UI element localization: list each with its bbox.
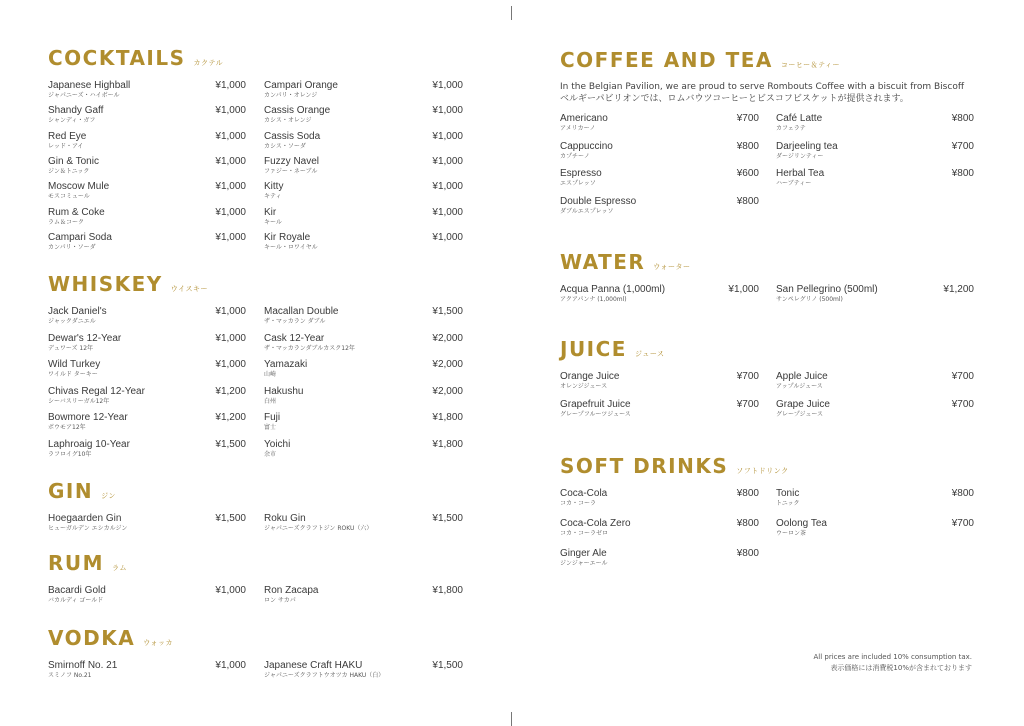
item-name-ja: ジャパニーズクラフトウオツカ HAKU（白） <box>264 672 385 679</box>
item-price: ¥1,000 <box>215 660 246 671</box>
item-name-ja: ザ・マッカランダブルカスク12年 <box>264 344 355 352</box>
section-juice <box>560 337 974 427</box>
item-name: Herbal Tea <box>776 168 825 179</box>
item-name-ja: カンパリ・ソーダ <box>48 243 96 251</box>
item-price: ¥800 <box>951 488 974 499</box>
crop-mark-top <box>511 6 512 20</box>
section-title-ja: カクテル <box>193 59 224 67</box>
menu-item <box>776 141 974 161</box>
menu-item <box>264 439 463 459</box>
item-price: ¥700 <box>736 371 759 382</box>
item-name-ja: キール・ロワイヤル <box>264 243 318 251</box>
menu-item <box>776 399 974 419</box>
menu-item <box>48 585 246 605</box>
item-price: ¥1,800 <box>432 439 463 450</box>
item-name-ja: カフェラテ <box>776 125 806 132</box>
section-title: VODKA <box>48 626 136 650</box>
menu-item <box>48 232 246 252</box>
item-name: Kitty <box>264 181 284 193</box>
item-name-ja: ジャパニーズクラフトジン ROKU（六） <box>264 525 373 532</box>
section-coffee-and-tea <box>560 48 974 223</box>
item-name: Campari Soda <box>48 231 112 243</box>
item-price: ¥1,000 <box>215 105 246 117</box>
item-price: ¥700 <box>736 398 759 410</box>
section-title-ja: ジン <box>101 492 116 500</box>
item-name-ja: エスプレッソ <box>560 180 596 187</box>
menu-item <box>264 181 463 201</box>
menu-grid <box>48 585 463 611</box>
section-title: RUM <box>48 551 105 575</box>
item-name: Cassis Orange <box>264 105 331 117</box>
item-price: ¥800 <box>736 488 759 499</box>
item-price: ¥1,000 <box>215 332 246 344</box>
item-name-ja: グレープジュース <box>776 410 824 418</box>
item-name: Fuzzy Navel <box>264 155 320 167</box>
item-price: ¥1,000 <box>432 105 463 117</box>
section-title: WATER <box>560 250 646 274</box>
item-price: ¥1,000 <box>215 80 246 91</box>
item-price: ¥1,000 <box>728 284 759 295</box>
item-name: Jack Daniel's <box>48 306 107 317</box>
item-name: Japanese Craft HAKU <box>264 660 363 671</box>
menu-item <box>264 306 463 326</box>
item-name-ja: ハーブティー <box>776 180 812 187</box>
item-name: Americano <box>560 113 608 124</box>
item-name-ja: スミノフ No.21 <box>48 672 92 679</box>
item-name-ja: カシス・オレンジ <box>264 117 312 125</box>
menu-item <box>48 181 246 201</box>
item-price: ¥1,000 <box>215 155 246 167</box>
item-name: Orange Juice <box>560 371 620 382</box>
item-name-ja: 山崎 <box>264 371 277 379</box>
item-price: ¥700 <box>951 140 974 152</box>
item-name-ja: ダージリンティー <box>776 152 824 160</box>
item-name: Grapefruit Juice <box>560 398 631 410</box>
section-rum <box>48 551 463 611</box>
item-price: ¥1,000 <box>215 206 246 218</box>
section-title: COCKTAILS <box>48 46 186 70</box>
item-name: San Pellegrino (500ml) <box>776 284 878 295</box>
item-name: Rum & Coke <box>48 206 105 218</box>
item-price: ¥1,000 <box>215 231 246 243</box>
item-name-ja: コカ・コーラ <box>560 500 597 507</box>
item-price: ¥700 <box>951 518 974 529</box>
section-vodka <box>48 626 463 686</box>
item-name: Japanese Highball <box>48 80 131 91</box>
item-price: ¥1,800 <box>432 412 463 424</box>
item-name-ja: ヒューガルデン エシカルジン <box>48 525 128 532</box>
section-title: COFFEE AND TEA <box>560 48 773 72</box>
item-name: Hakushu <box>264 385 304 397</box>
menu-item <box>48 439 246 459</box>
item-name: Yamazaki <box>264 359 308 371</box>
menu-item <box>48 386 246 406</box>
item-price: ¥1,000 <box>432 231 463 243</box>
menu-item <box>48 513 246 533</box>
item-name: Shandy Gaff <box>48 105 104 117</box>
menu-item <box>264 232 463 252</box>
item-name-ja: オレンジジュース <box>560 383 608 390</box>
menu-item <box>264 359 463 379</box>
item-name: Grape Juice <box>776 398 830 410</box>
menu-grid <box>560 371 974 427</box>
section-title: GIN <box>48 479 94 503</box>
item-name-ja: ジン＆トニック <box>48 167 90 175</box>
section-heading <box>48 479 463 503</box>
section-title-ja: ウォーター <box>653 263 691 271</box>
menu-item <box>264 131 463 151</box>
item-name-ja: レッド・アイ <box>48 142 84 150</box>
item-name-ja: 富士 <box>264 424 277 432</box>
item-price: ¥1,500 <box>432 660 463 671</box>
menu-item <box>560 371 759 391</box>
item-name-ja: サンペレグリノ (500ml) <box>776 296 843 303</box>
item-price: ¥700 <box>951 371 974 382</box>
item-price: ¥800 <box>951 113 974 124</box>
item-name-ja: ワイルド ターキー <box>48 371 98 379</box>
section-heading <box>48 46 463 70</box>
item-name-ja: デュワーズ 12年 <box>48 344 94 352</box>
section-heading <box>560 454 974 478</box>
item-price: ¥1,500 <box>215 513 246 524</box>
menu-item <box>264 412 463 432</box>
menu-item <box>560 488 759 508</box>
item-name: Cappuccino <box>560 140 613 152</box>
menu-item <box>560 141 759 161</box>
intro-text-ja: ベルギーパビリオンでは、ロムバウツコーヒーとビスコフビスケットが提供されます。 <box>560 94 909 104</box>
menu-item <box>48 131 246 151</box>
menu-grid <box>48 306 463 456</box>
item-name: Gin & Tonic <box>48 155 99 167</box>
item-name: Kir <box>264 206 277 218</box>
tax-footnote <box>813 652 972 674</box>
intro-text: In the Belgian Pavilion, we are proud to serve Rombouts Coffee with a biscuit from Biscoff <box>560 82 965 92</box>
item-price: ¥2,000 <box>432 359 463 371</box>
menu-item <box>560 113 759 133</box>
item-name: Tonic <box>776 488 800 499</box>
menu-item <box>264 585 463 605</box>
item-name-ja: ラム＆コーク <box>48 218 84 226</box>
item-name: Smirnoff No. 21 <box>48 660 118 671</box>
section-title-ja: ソフトドリンク <box>736 467 789 475</box>
item-name-ja: シャンディ・ガフ <box>48 117 96 125</box>
menu-item <box>48 660 246 680</box>
section-title-ja: ウイスキー <box>170 285 209 293</box>
menu-item <box>264 513 463 533</box>
item-name-ja: ファジー・ネーブル <box>264 167 318 175</box>
menu-grid <box>48 513 463 539</box>
item-name-ja: キール <box>264 218 282 226</box>
item-price: ¥800 <box>736 518 759 529</box>
item-price: ¥1,000 <box>215 359 246 371</box>
menu-item <box>560 196 759 216</box>
item-name-ja: コカ・コーラゼロ <box>560 530 609 537</box>
item-price: ¥1,000 <box>432 181 463 193</box>
item-price: ¥1,500 <box>432 306 463 317</box>
item-name-ja: 余市 <box>264 451 277 458</box>
section-title-ja: ジュース <box>634 350 665 358</box>
menu-item <box>48 105 246 125</box>
item-name-ja: アップルジュース <box>776 383 823 390</box>
item-name-ja: カシス・ソーダ <box>264 142 306 150</box>
item-price: ¥1,000 <box>215 306 246 317</box>
item-price: ¥800 <box>951 168 974 179</box>
item-name: Wild Turkey <box>48 359 101 371</box>
menu-item <box>560 518 759 538</box>
item-price: ¥2,000 <box>432 385 463 397</box>
section-title-ja: コーヒー＆ティー <box>780 61 841 69</box>
item-name: Darjeeling tea <box>776 140 838 152</box>
section-heading <box>48 551 463 575</box>
item-name-ja: ラフロイグ10年 <box>48 451 92 458</box>
section-title: WHISKEY <box>48 272 163 296</box>
item-name: Cask 12-Year <box>264 332 325 344</box>
item-name-ja: トニック <box>776 500 800 507</box>
item-name: Macallan Double <box>264 306 339 317</box>
section-title: SOFT DRINKS <box>560 454 729 478</box>
item-name: Café Latte <box>776 113 823 124</box>
item-price: ¥1,200 <box>215 385 246 397</box>
menu-item <box>264 80 463 100</box>
item-name: Bacardi Gold <box>48 585 106 596</box>
item-name: Double Espresso <box>560 195 637 207</box>
item-price: ¥700 <box>736 113 759 124</box>
item-name-ja: ウーロン茶 <box>776 530 807 537</box>
section-water <box>560 250 974 310</box>
item-price: ¥1,000 <box>215 585 246 596</box>
item-name: Ron Zacapa <box>264 585 319 596</box>
menu-item <box>264 105 463 125</box>
section-heading <box>560 48 974 72</box>
item-price: ¥1,500 <box>432 513 463 524</box>
item-price: ¥1,800 <box>432 585 463 596</box>
item-price: ¥800 <box>736 195 759 207</box>
item-name-ja: ロン サカパ <box>264 597 296 604</box>
item-name-ja: ダブルエスプレッソ <box>560 207 614 215</box>
item-price: ¥1,000 <box>432 80 463 91</box>
item-price: ¥700 <box>951 398 974 410</box>
section-title-ja: ラム <box>112 564 127 572</box>
section-title: JUICE <box>560 337 627 361</box>
item-name: Bowmore 12-Year <box>48 412 128 424</box>
item-name: Coca-Cola Zero <box>560 518 631 529</box>
menu-item <box>48 359 246 379</box>
menu-item <box>48 306 246 326</box>
item-name-ja: アクアパンナ (1,000ml) <box>560 296 627 303</box>
menu-item <box>48 333 246 353</box>
item-price: ¥800 <box>736 548 759 559</box>
menu-item <box>264 386 463 406</box>
menu-item <box>264 660 463 680</box>
menu-item <box>776 488 974 508</box>
menu-grid <box>48 80 463 250</box>
item-price: ¥1,200 <box>943 284 974 295</box>
item-name: Red Eye <box>48 130 87 142</box>
item-name-ja: バカルディ ゴールド <box>48 597 104 604</box>
item-name: Apple Juice <box>776 371 828 382</box>
item-name-ja: アメリカーノ <box>560 125 596 132</box>
item-name: Dewar's 12-Year <box>48 332 122 344</box>
menu-item <box>560 399 759 419</box>
item-price: ¥600 <box>736 168 759 179</box>
item-name: Hoegaarden Gin <box>48 513 122 524</box>
item-name: Coca-Cola <box>560 488 608 499</box>
section-cocktails <box>48 46 463 250</box>
section-title-ja: ウォッカ <box>143 639 173 647</box>
item-name-ja: ジャックダニエル <box>48 318 96 325</box>
menu-grid <box>560 284 974 310</box>
item-price: ¥1,000 <box>432 130 463 142</box>
item-name-ja: ジャパニーズ・ハイボール <box>48 92 120 99</box>
menu-item <box>776 113 974 133</box>
item-price: ¥1,500 <box>215 439 246 450</box>
item-name-ja: 白州 <box>264 397 277 405</box>
tax-note-ja: 表示価格には消費税10%が含まれております <box>830 664 972 672</box>
item-name-ja: キティ <box>264 193 282 201</box>
menu-item <box>560 284 759 304</box>
menu-item <box>264 156 463 176</box>
item-price: ¥1,000 <box>215 130 246 142</box>
menu-item <box>264 207 463 227</box>
item-price: ¥1,200 <box>215 412 246 424</box>
section-intro <box>560 81 974 105</box>
menu-item <box>776 371 974 391</box>
item-name: Chivas Regal 12-Year <box>48 385 145 397</box>
menu-item <box>48 156 246 176</box>
menu-grid <box>560 113 974 223</box>
menu-grid <box>48 660 463 686</box>
section-gin <box>48 479 463 539</box>
item-price: ¥1,000 <box>432 155 463 167</box>
item-price: ¥1,000 <box>432 206 463 218</box>
item-name: Oolong Tea <box>776 518 827 529</box>
menu-item <box>264 333 463 353</box>
section-whiskey <box>48 272 463 456</box>
item-price: ¥800 <box>736 140 759 152</box>
menu-item <box>48 207 246 227</box>
menu-item <box>776 168 974 188</box>
item-price: ¥1,000 <box>215 181 246 193</box>
item-name: Moscow Mule <box>48 181 110 193</box>
item-name-ja: シーバスリーガル12年 <box>48 397 110 405</box>
section-soft-drinks <box>560 454 974 574</box>
menu-item <box>560 168 759 188</box>
item-price: ¥2,000 <box>432 332 463 344</box>
menu-item <box>776 284 974 304</box>
item-name: Campari Orange <box>264 80 338 91</box>
item-name: Cassis Soda <box>264 130 321 142</box>
item-name: Espresso <box>560 168 602 179</box>
item-name-ja: ザ・マッカラン ダブル <box>264 318 326 325</box>
item-name-ja: ボウモア12年 <box>48 424 86 432</box>
menu-grid <box>560 488 974 574</box>
section-heading <box>560 250 974 274</box>
item-name: Laphroaig 10-Year <box>48 439 130 450</box>
item-name-ja: グレープフルーツジュース <box>560 410 631 418</box>
item-name: Yoichi <box>264 439 291 450</box>
item-name-ja: モスコミュール <box>48 193 90 201</box>
menu-item <box>48 80 246 100</box>
item-name-ja: カンパリ・オレンジ <box>264 92 318 99</box>
item-name: Acqua Panna (1,000ml) <box>560 284 666 295</box>
item-name: Ginger Ale <box>560 548 607 559</box>
item-name-ja: カプチーノ <box>560 152 590 160</box>
menu-item <box>776 518 974 538</box>
item-name: Fuji <box>264 412 281 424</box>
item-name-ja: ジンジャーエール <box>560 560 608 567</box>
menu-item <box>48 412 246 432</box>
menu-item <box>560 548 759 568</box>
item-name: Roku Gin <box>264 513 306 524</box>
item-name: Kir Royale <box>264 231 311 243</box>
tax-note-en: All prices are included 10% consumption tax. <box>813 653 972 661</box>
section-heading <box>560 337 974 361</box>
section-heading <box>48 626 463 650</box>
section-heading <box>48 272 463 296</box>
